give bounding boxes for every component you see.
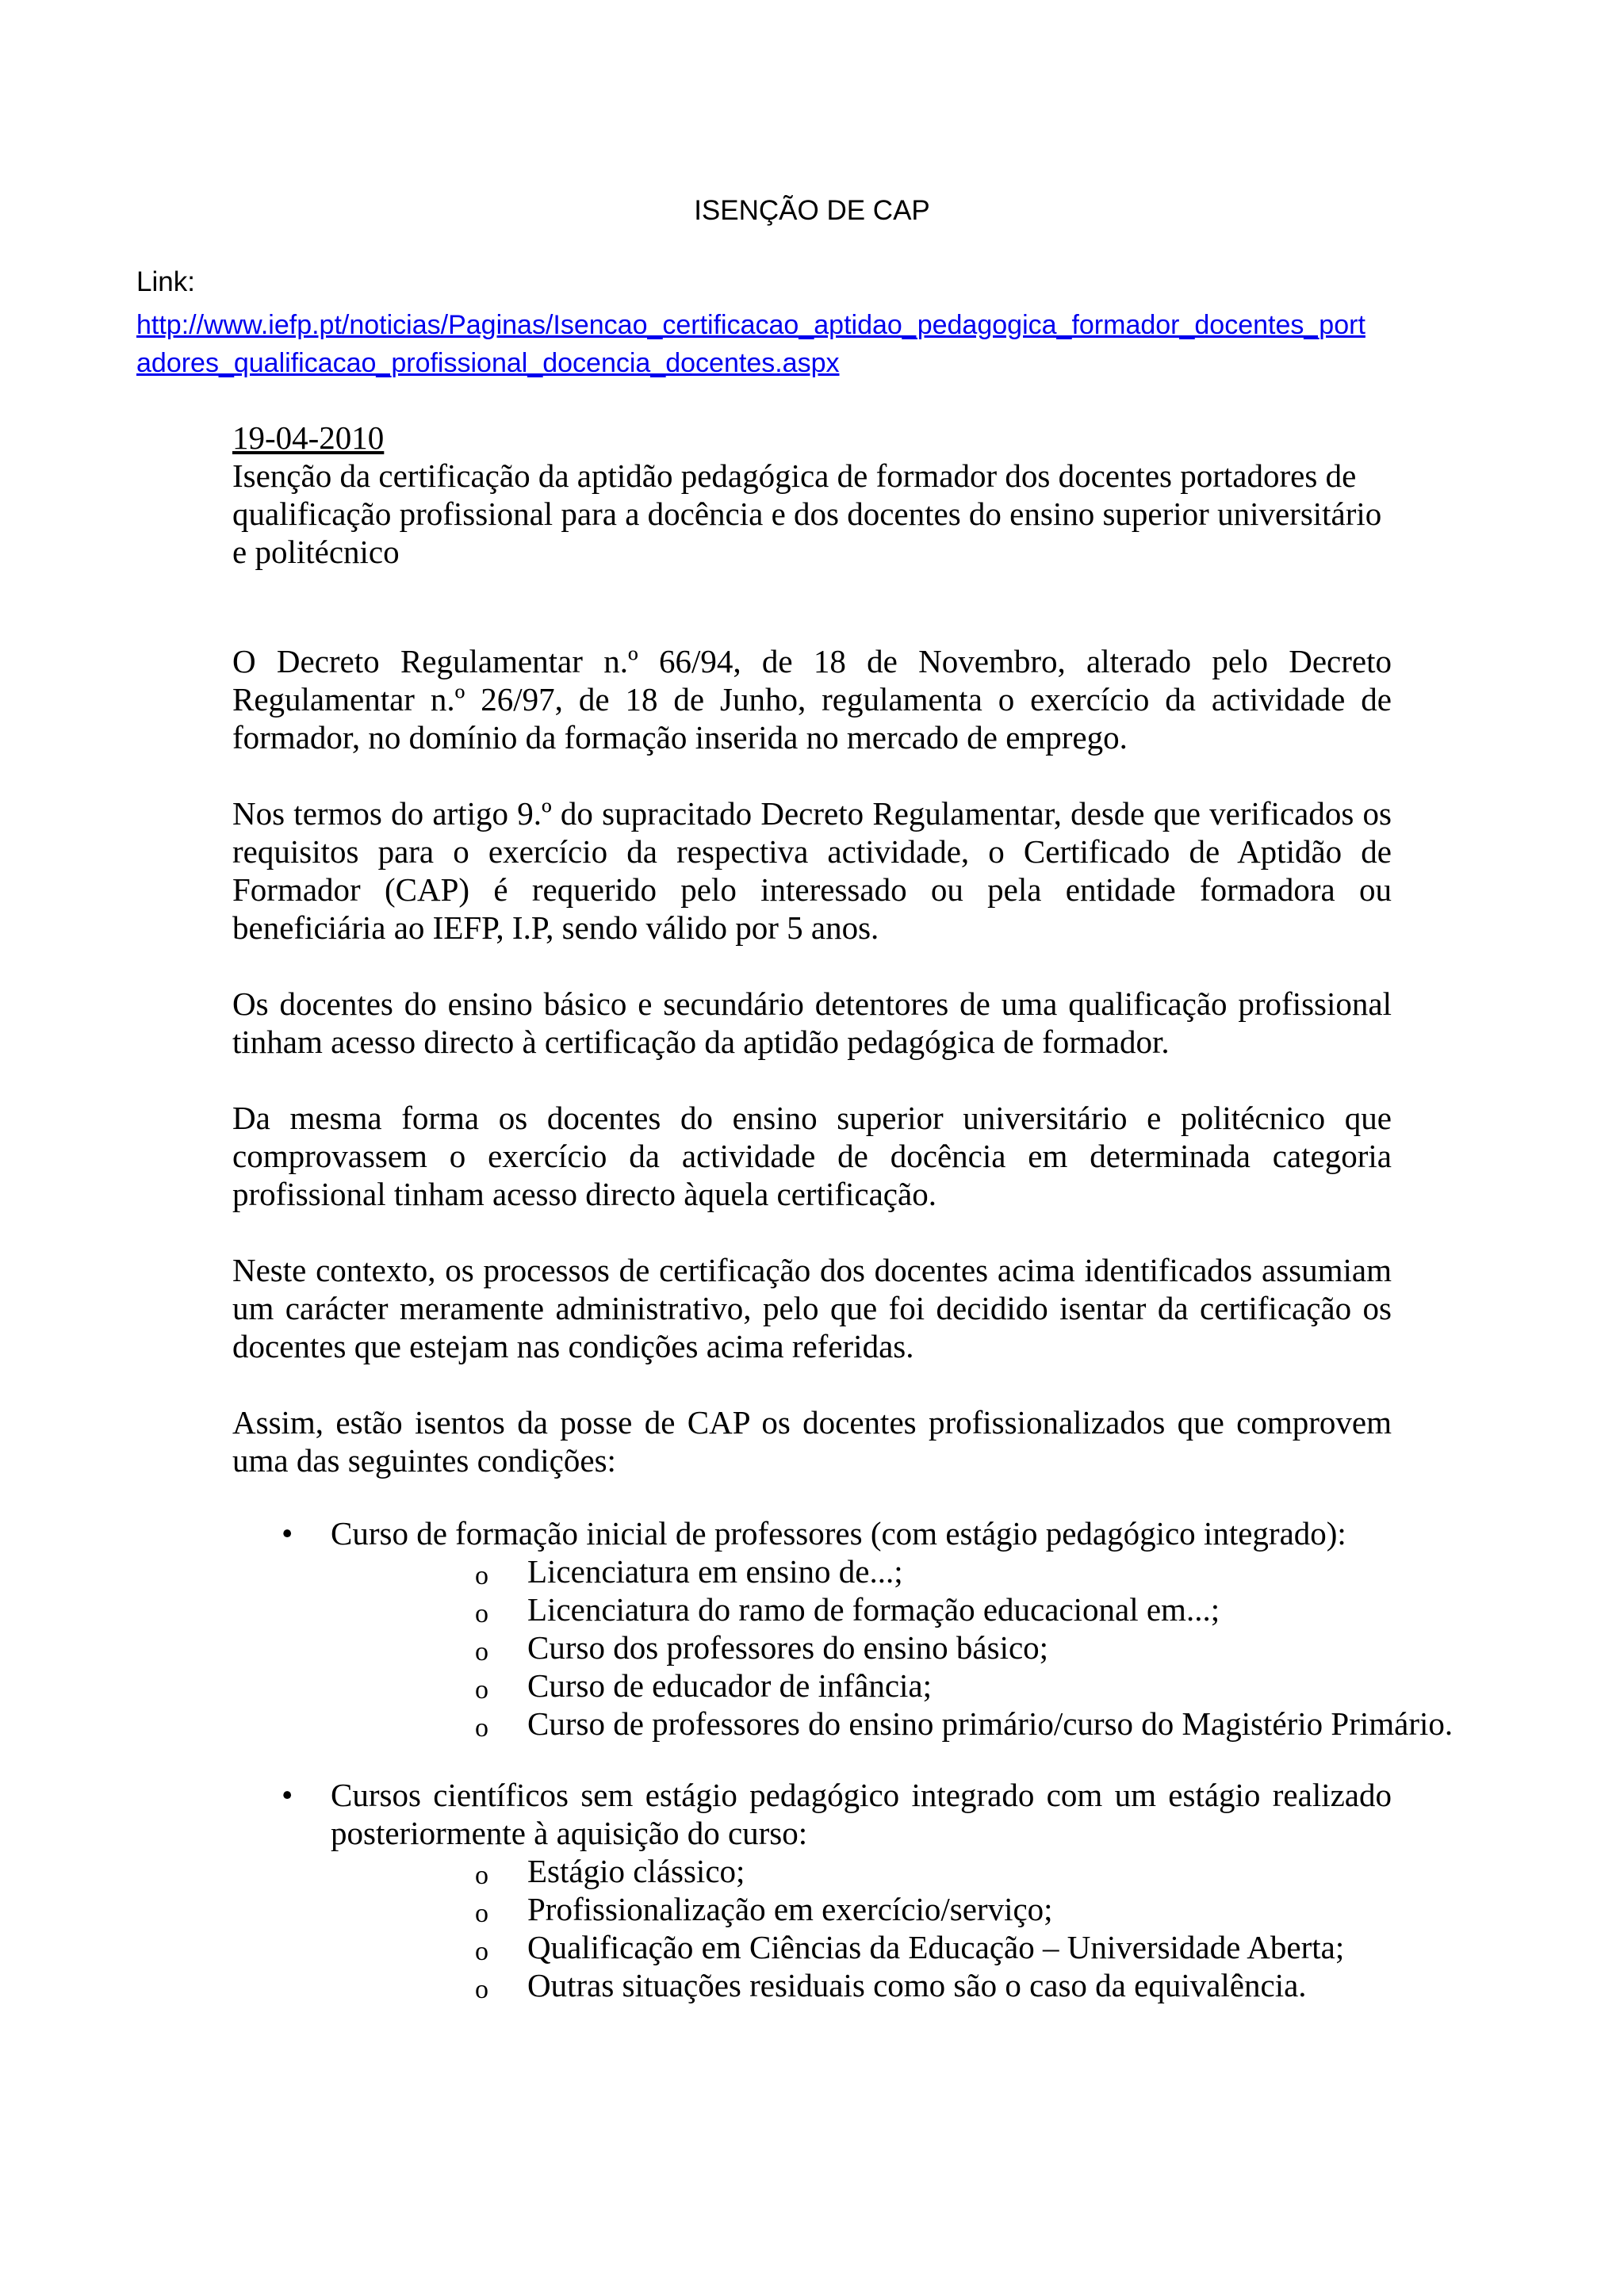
paragraph (232, 642, 1392, 756)
sub-list-item-text: Profissionalização em exercício/serviço; (527, 1891, 1053, 1927)
sub-bullet-icon: o (475, 1637, 488, 1667)
paragraph (232, 794, 1392, 947)
link-label: Link: (136, 266, 195, 297)
paragraph-text: Os docentes do ensino básico e secundário detentores de uma qualificação profissional tinham acesso directo à certificação da aptidão pedagógica de formador. (232, 985, 1392, 1060)
sub-list-item (331, 1667, 1392, 1705)
sub-bullet-icon: o (475, 1561, 488, 1590)
sub-list-item (331, 1590, 1392, 1628)
sub-list-item-text: Licenciatura do ramo de formação educacional em...; (527, 1591, 1220, 1628)
sub-list-item (331, 1552, 1392, 1590)
sub-list-item-text: Licenciatura em ensino de...; (527, 1553, 903, 1590)
paragraph-text: O Decreto Regulamentar n.º 66/94, de 18 de Novembro, alterado pelo Decreto Regulamentar n.º 26/97, de 18 de Junho, regulamenta o exercício da actividade de formador, no domínio da formação inserida no mercado de emprego. (232, 643, 1392, 756)
source-link[interactable] (136, 306, 1453, 382)
conditions-list (232, 1776, 1392, 2004)
paragraph-text: Nos termos do artigo 9.º do supracitado Decreto Regulamentar, desde que verificados os requisitos para o exercício da respectiva actividade, o Certificado de Aptidão de Formador (CAP) é requerido pelo interessado ou pela entidade formadora ou beneficiária ao IEFP, I.P, sendo válido por 5 anos. (232, 795, 1392, 946)
sub-list-item-text: Curso de educador de infância; (527, 1667, 933, 1704)
sub-bullet-icon: o (475, 1975, 488, 2004)
paragraph-text: Neste contexto, os processos de certificação dos docentes acima identificados assumiam um carácter meramente administrativo, pelo que foi decidido isentar da certificação os docentes que estejam nas condições acima referidas. (232, 1252, 1392, 1364)
paragraph (232, 1403, 1392, 1479)
sub-list-item-text: Estágio clássico; (527, 1853, 745, 1889)
sub-list (331, 1852, 1392, 2004)
list-item (232, 1514, 1454, 1743)
source-link-line-1[interactable]: http://www.iefp.pt/noticias/Paginas/Isencao_certificacao_aptidao_pedagogica_formador_docentes_port (136, 310, 1365, 340)
bullet-icon: • (282, 1777, 293, 1813)
sub-list-item (331, 1852, 1392, 1890)
paragraph (232, 1251, 1392, 1365)
source-link-line-2[interactable]: adores_qualificacao_profissional_docencia_docentes.aspx (136, 348, 840, 378)
sub-list-item-text: Outras situações residuais como são o caso da equivalência. (527, 1967, 1307, 2003)
paragraph (232, 1099, 1392, 1213)
sub-list-item-text: Curso dos professores do ensino básico; (527, 1629, 1049, 1666)
article-date: 19-04-2010 (232, 419, 385, 456)
sub-bullet-icon: o (475, 1861, 488, 1890)
paragraph (232, 985, 1392, 1061)
sub-list-item (331, 1890, 1392, 1928)
sub-list-item (331, 1966, 1392, 2004)
sub-list-item-text: Curso de professores do ensino primário/curso do Magistério Primário. (527, 1705, 1454, 1742)
bullet-icon: • (282, 1515, 293, 1552)
conditions-list (232, 1514, 1454, 1743)
sub-list-item (331, 1705, 1454, 1743)
paragraph-text: Da mesma forma os docentes do ensino superior universitário e politécnico que comprovassem o exercício da actividade de docência em determinada categoria profissional tinham acesso directo àquela certificação. (232, 1100, 1392, 1212)
sub-bullet-icon: o (475, 1713, 488, 1743)
sub-list-item-text: Qualificação em Ciências da Educação – Universidade Aberta; (527, 1929, 1345, 1965)
list-item-text: Curso de formação inicial de professores (com estágio pedagógico integrado): (331, 1515, 1346, 1552)
sub-list-item (331, 1928, 1392, 1966)
paragraph-text: Assim, estão isentos da posse de CAP os docentes profissionalizados que comprovem uma das seguintes condições: (232, 1404, 1392, 1479)
sub-bullet-icon: o (475, 1675, 488, 1705)
sub-list (331, 1552, 1454, 1743)
list-item-text: Cursos científicos sem estágio pedagógico integrado com um estágio realizado posteriormente à aquisição do curso: (331, 1777, 1392, 1851)
sub-list-item (331, 1628, 1392, 1667)
document-title: ISENÇÃO DE CAP (694, 195, 930, 226)
sub-bullet-icon: o (475, 1599, 488, 1628)
article-subtitle-text: Isenção da certificação da aptidão pedagógica de formador dos docentes portadores de qualificação profissional para a docência e dos docentes do ensino superior universitário e politécnico (232, 457, 1382, 570)
sub-bullet-icon: o (475, 1899, 488, 1928)
list-item (232, 1776, 1392, 2004)
article-subtitle (232, 457, 1392, 571)
sub-bullet-icon: o (475, 1937, 488, 1966)
